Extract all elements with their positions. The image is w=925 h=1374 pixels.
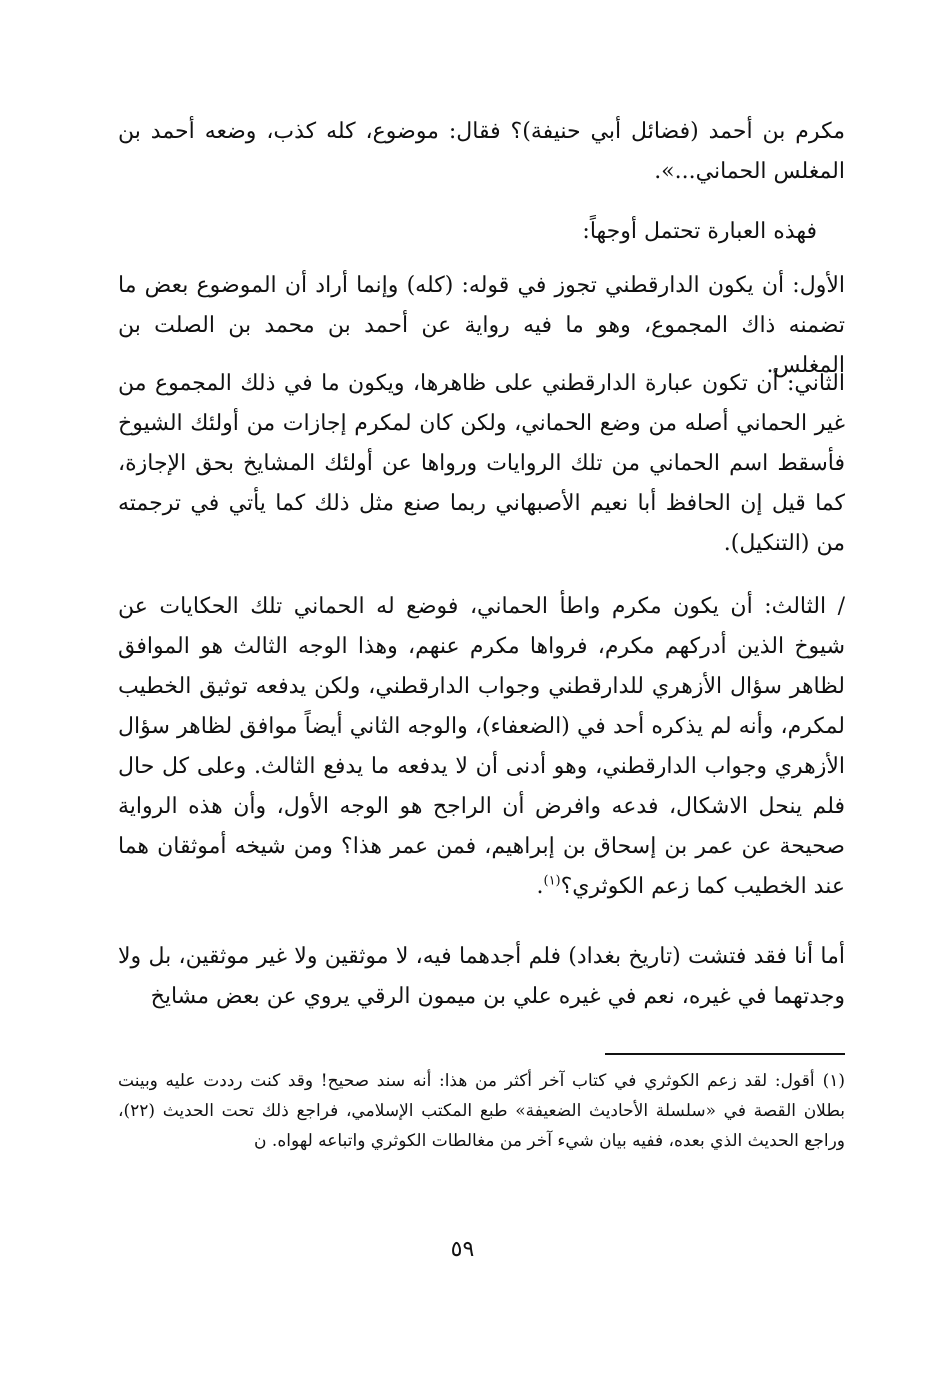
paragraph-third-text: / الثالث: أن يكون مكرم واطأ الحماني، فوضع له الحماني تلك الحكايات عن شيوخ الذين أدركهم مكرم، فرواها مكرم عنهم، وهذا الوجه الثالث هو الموافق لظاهر سؤال الأزهري للدارقطني وجواب الدارقطني، ولكن يدفعه توثيق الخطيب لمكرم، وأنه لم يذكره أحد في (الضعفاء)، والوجه الثاني أيضاً موافق لظاهر سؤال الأزهري وجواب الدارقطني، وهو أدنى أن لا يدفعه ما يدفع الثالث. وعلى كل حال فلم ينحل الاشكال، فدعه وافرض أن الراجح هو الوجه الأول، وأن هذه الرواية صحيحة عن عمر بن إسحاق بن إبراهيم، فمن عمر هذا؟ ومن شيخه أموثقان هما عند الخطيب كما زعم الكوثري؟	[118, 594, 846, 899]
footnote-block	[118, 1066, 845, 1156]
paragraph-intro	[118, 112, 845, 192]
paragraph-fourth	[118, 937, 845, 1017]
paragraph-fourth-text: أما أنا فقد فتشت (تاريخ بغداد) فلم أجدهما فيه، لا موثقين ولا غير موثقين، بل ولا وجدتهما في غيره، نعم في غيره علي بن ميمون الرقي يروي عن بعض مشايخ	[118, 944, 845, 1009]
page-number: ٥٩	[450, 1237, 475, 1262]
footnote-number: (١)	[822, 1071, 845, 1091]
paragraph-second-text: الثاني: أن تكون عبارة الدارقطني على ظاهرها، ويكون ما في ذلك المجموع من غير الحماني أصله من وضع الحماني، ولكن كان لمكرم إجازات من أولئك الشيوخ فأسقط اسم الحماني من تلك الروايات ورواها عن أولئك المشايخ بحق الإجازة، كما قيل إن الحافظ أبا نعيم الأصبهاني ربما صنع مثل ذلك كما يأتي في ترجمته من (التنكيل).	[118, 371, 845, 556]
footnote-divider	[605, 1053, 845, 1055]
paragraph-third-aspect	[118, 587, 845, 907]
footnote-entry	[118, 1066, 845, 1156]
footnote-reference-mark[interactable]: (١)	[543, 873, 561, 889]
paragraph-third-content	[118, 587, 845, 907]
section-heading-text: فهذه العبارة تحتمل أوجهاً:	[582, 219, 817, 244]
paragraph-first-text: الأول: أن يكون الدارقطني تجوز في قوله: (كله) وإنما أراد أن الموضوع بعض ما تضمنه ذاك المجموع، وهو ما فيه رواية عن أحمد بن محمد بن الصلت بن المغلس.	[118, 273, 845, 378]
paragraph-second-aspect	[118, 364, 845, 564]
paragraph-heading	[118, 212, 845, 252]
paragraph-third-end: .	[536, 874, 544, 899]
paragraph-intro-text: مكرم بن أحمد (فضائل أبي حنيفة)؟ فقال: موضوع، كله كذب، وضعه أحمد بن المغلس الحماني...».	[118, 119, 845, 184]
footnote-text: أقول: لقد زعم الكوثري في كتاب آخر أكثر من هذا: أنه سند صحيح! وقد كنت رددت عليه وبينت بطلان القصة في «سلسلة الأحاديث الضعيفة» طبع المكتب الإسلامي، فراجع ذلك تحت الحديث (٢٢)، وراجع الحديث الذي بعده، ففيه بيان شيء آخر من مغالطات الكوثري واتباعه لهواه. ن	[118, 1071, 845, 1151]
